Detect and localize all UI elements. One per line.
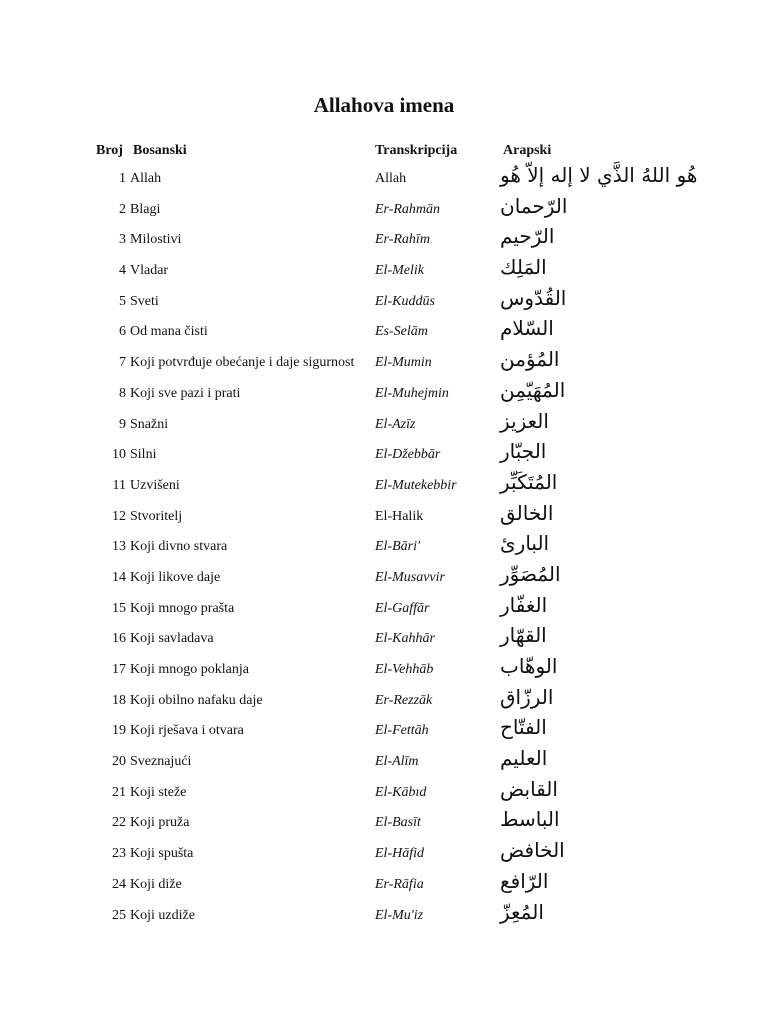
row-arapski: الوهّاب — [500, 654, 558, 678]
row-transkripcija: El-Mumin — [375, 355, 432, 371]
row-transkripcija: El-Kuddūs — [375, 293, 435, 309]
table-row — [0, 316, 768, 347]
row-arapski: القابض — [500, 776, 558, 801]
row-arapski: الرّافع — [500, 868, 549, 893]
row-transkripcija: El-Basīt — [375, 815, 421, 831]
table-row — [0, 562, 768, 593]
row-bosanski: Koji divno stvara — [130, 539, 228, 555]
row-bosanski: Koji likove daje — [130, 569, 221, 585]
row-transkripcija: Allah — [375, 171, 407, 186]
table-row — [0, 224, 768, 255]
row-number: 19 — [112, 723, 126, 739]
row-arapski: الباسط — [500, 807, 560, 832]
row-arapski: الجبّار — [500, 439, 547, 464]
row-number: 18 — [112, 692, 126, 708]
row-number: 22 — [112, 815, 126, 831]
row-transkripcija: El-Bāri' — [375, 539, 420, 555]
row-number: 10 — [112, 447, 126, 463]
row-bosanski: Koji potvrđuje obećanje i daje sigurnost — [130, 355, 355, 371]
row-number: 9 — [119, 416, 126, 432]
row-bosanski: Snažni — [130, 416, 169, 432]
row-transkripcija: El-Muhejmin — [375, 385, 449, 401]
table-row — [0, 531, 768, 562]
table-row — [0, 194, 768, 225]
row-bosanski: Koji sve pazi i prati — [130, 385, 241, 401]
row-transkripcija: El-Mu'iz — [375, 907, 424, 923]
row-bosanski: Koji uzdiže — [130, 907, 195, 923]
row-bosanski: Uzvišeni — [130, 477, 180, 493]
table-row — [0, 501, 768, 532]
table-row — [0, 900, 768, 931]
row-number: 4 — [119, 263, 126, 279]
row-arapski: الرّحمان — [500, 193, 568, 218]
row-number: 1 — [119, 171, 126, 186]
row-bosanski: Silni — [130, 447, 157, 463]
row-arapski: هُو اللهُ الذَّي لا إله إلاّ هُو — [500, 163, 698, 187]
table-row — [0, 470, 768, 501]
table-row — [0, 715, 768, 746]
row-number: 13 — [112, 539, 126, 555]
row-number: 17 — [112, 662, 126, 677]
header-broj: Broj — [96, 143, 123, 158]
row-bosanski: Koji rješava i otvara — [130, 723, 244, 739]
row-number: 20 — [112, 754, 126, 770]
row-transkripcija: El-Vehhāb — [375, 662, 434, 677]
row-arapski: المُصَوِّر — [500, 561, 561, 586]
row-bosanski: Koji pruža — [130, 815, 190, 831]
table-row — [0, 593, 768, 624]
row-arapski: الخالق — [500, 500, 554, 525]
row-number: 23 — [112, 846, 126, 862]
row-transkripcija: El-Hāfid — [375, 846, 424, 862]
row-transkripcija: El-Halik — [375, 508, 424, 524]
row-arapski: القهّار — [500, 623, 547, 648]
row-bosanski: Koji spušta — [130, 846, 194, 862]
row-transkripcija: El-Melik — [375, 263, 424, 279]
row-arapski: المُهَيّمِن — [500, 377, 566, 402]
row-transkripcija: El-Gaffār — [375, 600, 430, 616]
row-transkripcija: El-Musavvir — [375, 569, 445, 585]
row-number: 16 — [112, 631, 126, 647]
table-header — [0, 143, 768, 163]
table-row — [0, 777, 768, 808]
row-bosanski: Koji steže — [130, 784, 187, 800]
table-row — [0, 623, 768, 654]
row-bosanski: Stvoritelj — [130, 508, 183, 524]
table-row — [0, 163, 768, 194]
table-row — [0, 838, 768, 869]
row-arapski: المُؤمن — [500, 347, 560, 372]
table-row — [0, 807, 768, 838]
names-table — [0, 163, 768, 930]
row-number: 3 — [119, 232, 126, 248]
row-number: 7 — [119, 355, 126, 371]
row-transkripcija: El-Fettāh — [375, 723, 429, 739]
row-arapski: المَلِك — [500, 255, 547, 280]
row-bosanski: Koji diže — [130, 876, 182, 892]
row-transkripcija: El-Alīm — [375, 754, 419, 770]
row-transkripcija: El-Kahhār — [375, 631, 435, 647]
row-arapski: البارئ — [500, 531, 550, 556]
row-number: 2 — [119, 201, 126, 217]
table-row — [0, 746, 768, 777]
row-arapski: السّلام — [500, 316, 554, 341]
header-transkripcija: Transkripcija — [375, 143, 458, 158]
row-bosanski: Koji mnogo poklanja — [130, 662, 249, 677]
row-bosanski: Sveznajući — [130, 754, 192, 770]
row-bosanski: Koji mnogo prašta — [130, 600, 235, 616]
row-number: 11 — [112, 477, 126, 493]
row-number: 5 — [119, 293, 126, 309]
row-arapski: العليم — [500, 746, 548, 771]
row-transkripcija: Er-Rezzāk — [375, 692, 433, 708]
row-arapski: الفتّاح — [500, 715, 547, 740]
row-arapski: العزيز — [500, 408, 549, 433]
row-arapski: الرّحيم — [500, 224, 555, 249]
row-arapski: الخافض — [500, 838, 565, 863]
row-number: 21 — [112, 784, 126, 800]
table-row — [0, 409, 768, 440]
row-number: 25 — [112, 907, 126, 923]
table-row — [0, 255, 768, 286]
row-number: 14 — [112, 569, 126, 585]
table-row — [0, 439, 768, 470]
row-bosanski: Koji obilno nafaku daje — [130, 692, 263, 708]
row-number: 15 — [112, 600, 126, 616]
table-row — [0, 869, 768, 900]
row-transkripcija: El-Azīz — [375, 416, 416, 432]
row-arapski: الرزّاق — [500, 684, 554, 709]
row-transkripcija: Es-Selām — [375, 324, 428, 340]
row-arapski: المُعِزّ — [500, 899, 544, 924]
row-bosanski: Koji savladava — [130, 631, 214, 647]
row-arapski: القُدّوس — [500, 285, 567, 310]
page-title: Allahova imena — [313, 93, 455, 117]
row-number: 12 — [112, 508, 126, 524]
header-bosanski: Bosanski — [133, 143, 187, 158]
row-transkripcija: Er-Rahmān — [375, 201, 441, 217]
row-number: 6 — [119, 324, 126, 340]
row-arapski: المُتَكَبِّر — [500, 469, 558, 494]
table-row — [0, 378, 768, 409]
table-row — [0, 347, 768, 378]
row-bosanski: Allah — [130, 171, 162, 186]
row-transkripcija: El-Kābıd — [375, 784, 427, 800]
row-bosanski: Vladar — [130, 263, 169, 279]
row-bosanski: Sveti — [130, 293, 159, 309]
row-number: 24 — [112, 876, 126, 892]
row-transkripcija: Er-Rahīm — [375, 232, 430, 248]
row-transkripcija: Er-Rāfia — [375, 876, 424, 892]
row-bosanski: Blagi — [130, 201, 161, 217]
table-row — [0, 654, 768, 685]
table-row — [0, 685, 768, 716]
table-row — [0, 286, 768, 317]
row-bosanski: Milostivi — [130, 232, 182, 248]
row-transkripcija: El-Mutekebbir — [375, 477, 457, 493]
row-arapski: الغفّار — [500, 592, 548, 617]
row-transkripcija: El-Džebbār — [375, 447, 441, 463]
row-number: 8 — [119, 385, 126, 401]
header-arapski: Arapski — [503, 143, 552, 158]
row-bosanski: Od mana čisti — [130, 324, 208, 340]
